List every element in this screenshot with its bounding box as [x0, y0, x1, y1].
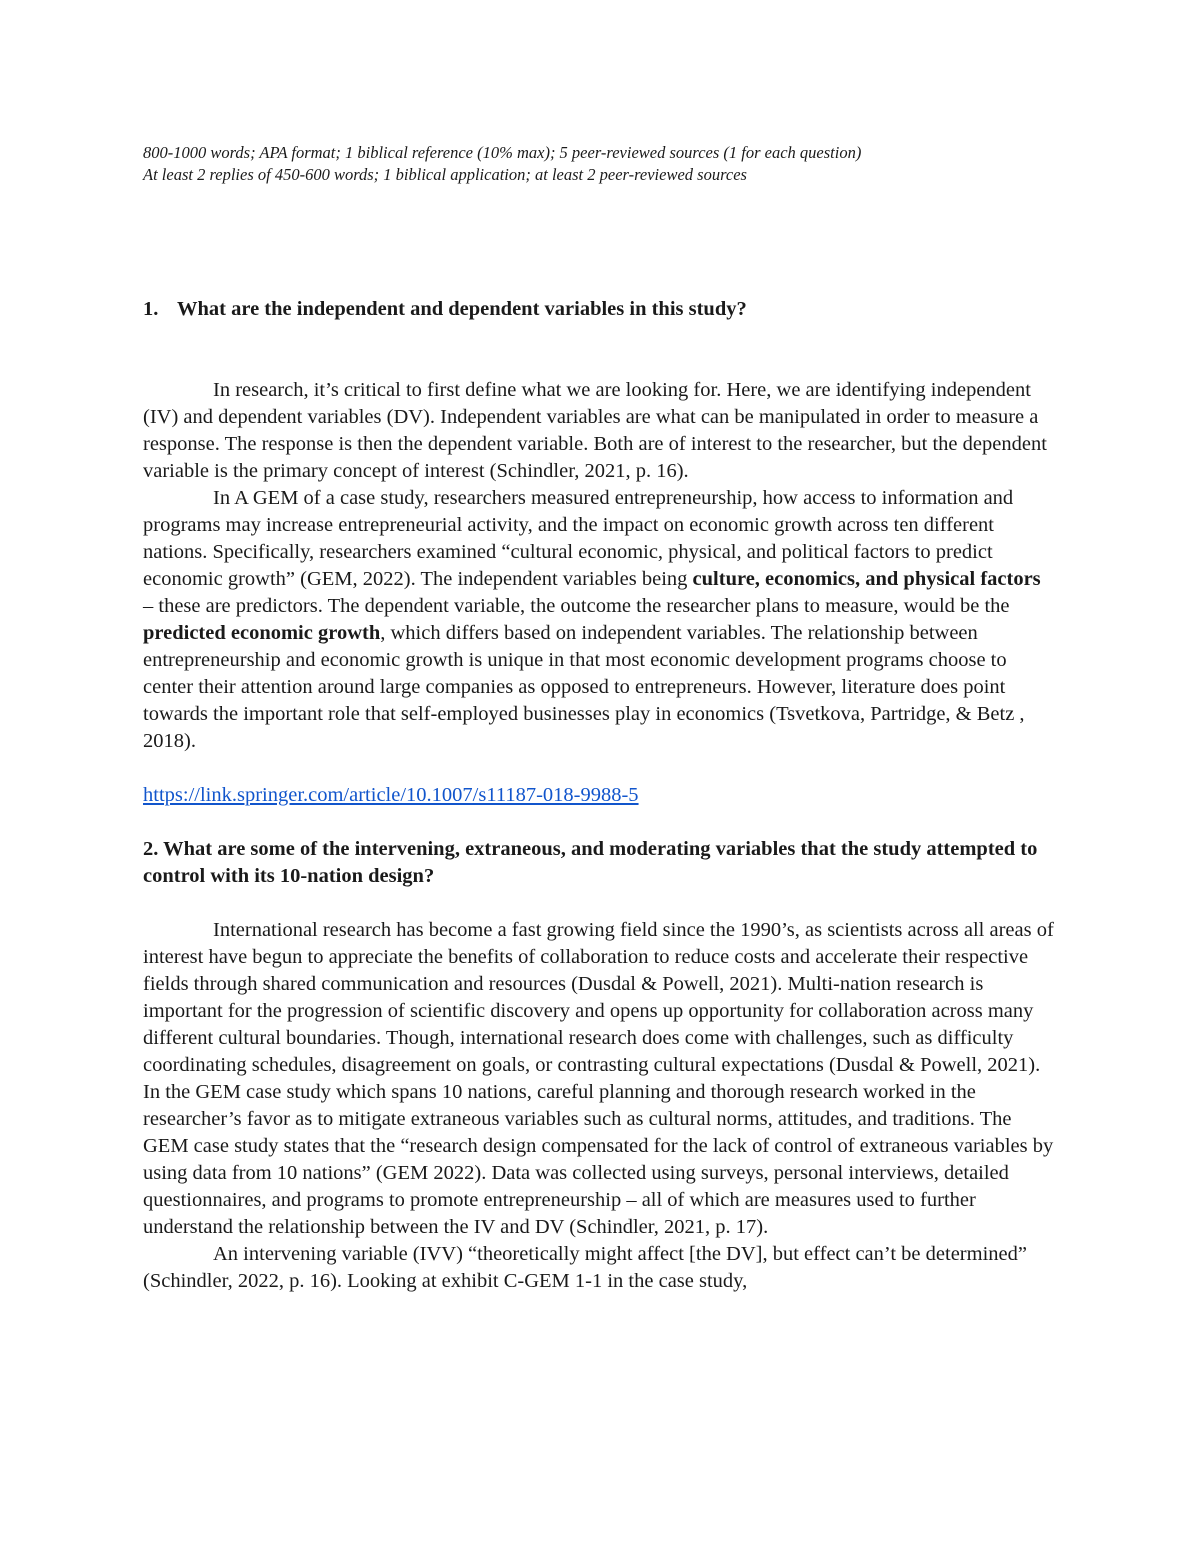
question-2-heading: 2. What are some of the intervening, extraneous, and moderating variables that the study attempted to control with its 10-nation design? [143, 838, 1038, 887]
dependent-variable-bold: predicted economic growth [143, 622, 381, 644]
question-1-number: 1. [143, 298, 159, 320]
question-1-paragraph-2 [143, 485, 1055, 755]
paragraph-text: In A GEM of a case study, researchers measured entrepreneurship, how access to information and programs may increase entrepreneurial activity, and the impact on economic growth across ten different nations. Specifically, researchers examined “cultural economic, physical, and political factors to predict economic growth” (GEM, 2022). The independent variables being [143, 487, 1014, 590]
paragraph-text: , which differs based on independent variables. The relationship between entrepreneurship and economic growth is unique in that most economic development programs choose to center their attention around large companies as opposed to entrepreneurs. However, literature does point towards the important role that self-employed businesses play in economics (Tsvetkova, Partridge, & Betz , 2018). [143, 622, 1025, 752]
paragraph-text: – these are predictors. The dependent variable, the outcome the researcher plans to measure, would be the [143, 595, 1010, 617]
reference-link-line [143, 782, 1055, 809]
requirements-line-2: At least 2 replies of 450-600 words; 1 biblical application; at least 2 peer-reviewed sources [143, 165, 747, 184]
question-1-paragraph-1: In research, it’s critical to first define what we are looking for. Here, we are identifying independent (IV) and dependent variables (DV). Independent variables are what can be manipulated in order to measure a response. The response is then the dependent variable. Both are of interest to the researcher, but the dependent variable is the primary concept of interest (Schindler, 2021, p. 16). [143, 379, 1047, 482]
question-2-paragraph-1: International research has become a fast growing field since the 1990’s, as scientists across all areas of interest have begun to appreciate the benefits of collaboration to reduce costs and accelerate their respective fields through shared communication and resources (Dusdal & Powell, 2021). Multi-nation research is important for the progression of scientific discovery and opens up opportunity for collaboration across many different cultural boundaries. Though, international research does come with challenges, such as difficulty coordinating schedules, disagreement on goals, or contrasting cultural expectations (Dusdal & Powell, 2021). In the GEM case study which spans 10 nations, careful planning and thorough research worked in the researcher’s favor as to mitigate extraneous variables such as cultural norms, attitudes, and traditions. The GEM case study states that the “research design compensated for the lack of control of extraneous variables by using data from 10 nations” (GEM 2022). Data was collected using surveys, personal interviews, detailed questionnaires, and programs to promote entrepreneurship – all of which are measures used to further understand the relationship between the IV and DV (Schindler, 2021, p. 17). [143, 919, 1054, 1238]
independent-variables-bold: culture, economics, and physical factors [692, 568, 1041, 590]
question-1-heading [143, 296, 1055, 323]
question-1-text: What are the independent and dependent variables in this study? [177, 298, 747, 320]
requirements-line-1: 800-1000 words; APA format; 1 biblical reference (10% max); 5 peer-reviewed sources (1 for each question) [143, 143, 862, 162]
question-2-paragraph-2: An intervening variable (IVV) “theoretically might affect [the DV], but effect can’t be determined” (Schindler, 2022, p. 16). Looking at exhibit C-GEM 1-1 in the case study, [143, 1243, 1027, 1292]
document-body [143, 296, 1055, 1295]
assignment-requirements [143, 142, 1103, 186]
springer-article-link[interactable]: https://link.springer.com/article/10.1007/s11187-018-9988-5 [143, 784, 639, 806]
